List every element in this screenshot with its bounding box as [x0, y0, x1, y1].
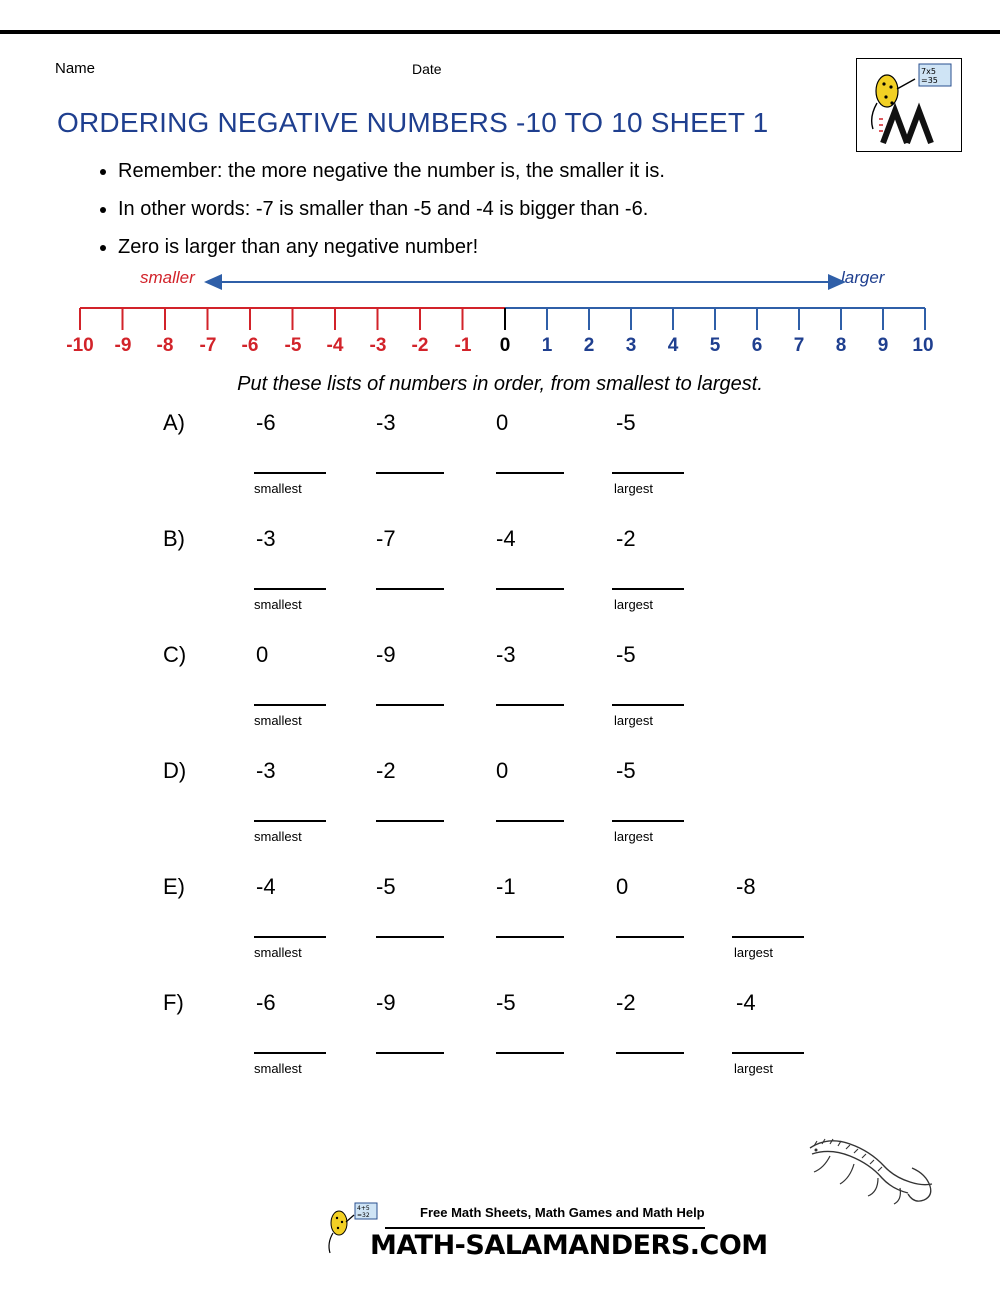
question-number: -9 — [376, 990, 396, 1015]
tick-label: 6 — [751, 335, 763, 356]
tick-label: -3 — [369, 335, 387, 356]
answer-blank[interactable] — [612, 472, 684, 474]
page-title: ORDERING NEGATIVE NUMBERS -10 TO 10 SHEET 1 — [57, 107, 769, 138]
smallest-label: smallest — [254, 481, 302, 496]
question-letter: C) — [163, 642, 187, 667]
number-line — [0, 268, 1000, 373]
question-number: 0 — [616, 874, 629, 899]
tick-labels — [0, 335, 1000, 363]
smallest-label: smallest — [254, 829, 302, 844]
name-label: Name — [55, 60, 96, 77]
bullet-item: • Remember: the more negative the number is, the smaller it is. — [118, 152, 908, 190]
tick-label: 0 — [499, 335, 511, 356]
question-number: -6 — [256, 410, 276, 435]
question-letter: D) — [163, 758, 187, 783]
question-number: -4 — [496, 526, 516, 551]
answer-blank[interactable] — [254, 704, 326, 706]
answer-blank[interactable] — [254, 472, 326, 474]
answer-blank[interactable] — [616, 1052, 684, 1054]
question-number: 0 — [256, 642, 269, 667]
largest-label: largest — [614, 713, 654, 728]
tick-label: 1 — [541, 335, 553, 356]
tick-label: -4 — [326, 335, 344, 356]
tick-label: -5 — [284, 335, 302, 356]
answer-blank[interactable] — [732, 936, 804, 938]
instructions-list — [88, 152, 908, 266]
footer — [0, 1195, 1000, 1285]
answer-blank[interactable] — [254, 820, 326, 822]
question-number: -8 — [736, 874, 756, 899]
tick-label: -8 — [156, 335, 174, 356]
svg-text:=35: =35 — [921, 76, 938, 85]
tick-label: -9 — [114, 335, 132, 356]
larger-label: larger — [841, 268, 885, 287]
question-letter: E) — [163, 874, 185, 899]
question-number: -6 — [256, 990, 276, 1015]
tick-label: -1 — [454, 335, 472, 356]
question-number: -5 — [376, 874, 396, 899]
footer-site-name: MATH-SALAMANDERS.COM — [370, 1230, 768, 1261]
question-number: -3 — [256, 758, 276, 783]
question-number: -1 — [496, 874, 516, 899]
tick-label: 2 — [583, 335, 595, 356]
answer-blank[interactable] — [496, 820, 564, 822]
answer-blank[interactable] — [612, 588, 684, 590]
answer-blank[interactable] — [496, 472, 564, 474]
bullet-item: • In other words: -7 is smaller than -5 and -4 is bigger than -6. — [118, 190, 908, 228]
tick-label: -2 — [411, 335, 429, 356]
smallest-label: smallest — [254, 713, 302, 728]
bullet-item: • Zero is larger than any negative number! — [118, 228, 908, 266]
answer-blank[interactable] — [376, 588, 444, 590]
question-number: 0 — [496, 410, 509, 435]
task-instruction: Put these lists of numbers in order, from smallest to largest. — [237, 373, 763, 395]
smaller-label: smaller — [140, 268, 195, 287]
question-number: -2 — [616, 990, 636, 1015]
direction-arrows-icon — [0, 268, 1000, 298]
question-number: -5 — [616, 642, 636, 667]
question-number: -5 — [496, 990, 516, 1015]
question-number: -2 — [616, 526, 636, 551]
tick-label: -7 — [199, 335, 217, 356]
axis-ticks — [0, 302, 1000, 332]
svg-text:=32: =32 — [357, 1212, 370, 1219]
question-number: -3 — [256, 526, 276, 551]
date-label: Date — [412, 61, 442, 77]
question-number: -4 — [736, 990, 756, 1015]
question-letter: B) — [163, 526, 185, 551]
answer-blank[interactable] — [376, 936, 444, 938]
svg-text:4+5: 4+5 — [357, 1205, 370, 1212]
question-letter: A) — [163, 410, 185, 435]
answer-blank[interactable] — [616, 936, 684, 938]
answer-blank[interactable] — [496, 704, 564, 706]
answer-blank[interactable] — [254, 588, 326, 590]
question-number: -7 — [376, 526, 396, 551]
largest-label: largest — [614, 481, 654, 496]
largest-label: largest — [734, 1061, 774, 1076]
question-number: 0 — [496, 758, 509, 783]
answer-blank[interactable] — [612, 820, 684, 822]
answer-blank[interactable] — [254, 1052, 326, 1054]
answer-blank[interactable] — [376, 704, 444, 706]
top-divider — [0, 30, 1000, 34]
question-number: -2 — [376, 758, 396, 783]
tick-label: -10 — [66, 335, 94, 356]
footer-tagline: Free Math Sheets, Math Games and Math Help — [420, 1205, 705, 1220]
tick-label: 7 — [793, 335, 805, 356]
answer-blank[interactable] — [254, 936, 326, 938]
question-letter: F) — [163, 990, 184, 1015]
tick-label: 4 — [667, 335, 679, 356]
answer-blank[interactable] — [376, 472, 444, 474]
smallest-label: smallest — [254, 597, 302, 612]
answer-blank[interactable] — [496, 1052, 564, 1054]
tick-label: 3 — [625, 335, 637, 356]
largest-label: largest — [614, 829, 654, 844]
question-number: -9 — [376, 642, 396, 667]
svg-text:7x5: 7x5 — [921, 67, 936, 76]
question-number: -3 — [376, 410, 396, 435]
largest-label: largest — [614, 597, 654, 612]
smallest-label: smallest — [254, 1061, 302, 1076]
answer-blank[interactable] — [376, 1052, 444, 1054]
answer-blank[interactable] — [732, 1052, 804, 1054]
tick-label: -6 — [241, 335, 259, 356]
tick-label: 9 — [877, 335, 889, 356]
header-logo — [856, 58, 962, 152]
footer-divider — [385, 1227, 705, 1229]
answer-blank[interactable] — [612, 704, 684, 706]
smallest-label: smallest — [254, 945, 302, 960]
question-number: -3 — [496, 642, 516, 667]
question-number: -4 — [256, 874, 276, 899]
answer-blank[interactable] — [496, 588, 564, 590]
question-number: -5 — [616, 410, 636, 435]
tick-label: 5 — [709, 335, 721, 356]
largest-label: largest — [734, 945, 774, 960]
answer-blank[interactable] — [496, 936, 564, 938]
tick-label: 8 — [835, 335, 847, 356]
question-number: -5 — [616, 758, 636, 783]
answer-blank[interactable] — [376, 820, 444, 822]
tick-label: 10 — [912, 335, 934, 356]
